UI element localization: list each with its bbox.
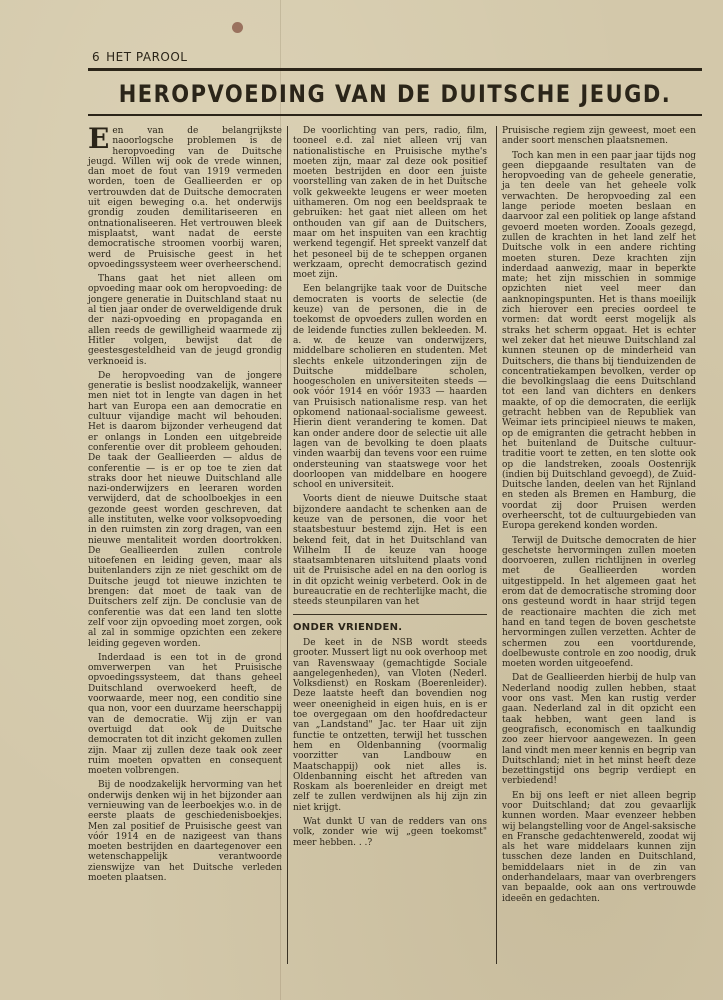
paragraph: En bij ons leeft er niet alleen begrip voor Duitschland; dat zou gevaarlijk kunnen worden. Maar evenzeer hebben wij belangstelling voor de Angel-saksische en Fransche gedachtenwereld, zoodat wij als het ware middelaars kunnen zijn tusschen deze landen en Duitschland, bemiddelaars niet in de zin van onderhandelaars, maar van overbrengers van bepaalde, ook aan ons vertrouwde ideeën en gedachten. bbox=[502, 790, 696, 904]
paragraph: Thans gaat het niet alleen om opvoeding maar ook om heropvoeding: de jongere generatie in Duitschland staat nu al tien jaar onder de overweldigende druk der nazi-opvoeding en propaganda en allen reeds de gewilligheid waarmede zij Hitler volgen, bewijst dat de geestesgesteldheid van de jeugd grondig verknoeid is. bbox=[88, 274, 282, 367]
paragraph: De heropvoeding van de jongere generatie is beslist noodzakelijk, wanneer men niet tot in lengte van dagen in het hart van Europa een aan democratie en cultuur vijandige macht wil behouden. Het is daarom bijzonder verheugend dat er onlangs in Londen een uitgebreide conferentie over dit probleem gehouden. De taak der Geallieerden — aldus de conferentie — is er op toe te zien dat straks door het nieuwe Duitschland alle nazi-onderwijzers en leeraren worden verwijderd, dat de schoolboekjes in een gezonde geest worden geschreven, dat alle instituten, welke voor volksopvoeding in den ruimsten zin zorg dragen, van een nieuwe mentaliteit worden doortrokken. De Geallieerden zullen controle uitoefenen en leiding geven, maar als buitenlanders zijn ze niet geschikt om de Duitsche jeugd tot nieuwe inzichten te brengen: dat moet de taak van de Duitschers zelf zijn. De conclusie van de conferentie was dat een land ten slotte zelf voor zijn opvoeding moet zorgen, ook al zal in sommige opzichten een zekere leiding gegeven worden. bbox=[88, 370, 282, 649]
paragraph: Bij de noodzakelijk hervorming van het onderwijs denken wij in het bijzonder aan vernieuwing van de leerboekjes w.o. in de eerste plaats de geschiedenisboekjes. Men zal positief de Pruisische geest van vóór 1914 en de nazigeest van thans moeten bestrijden en daartegenover een wetenschappelijk verantwoorde zienswijze van het Duitsche verleden moeten plaatsen. bbox=[88, 780, 282, 884]
paragraph: Pruisische regiem zijn geweest, moet een ander soort menschen plaatsnemen. bbox=[502, 126, 696, 147]
column-3 bbox=[502, 126, 696, 908]
paragraph: Voorts dient de nieuwe Duitsche staat bijzondere aandacht te schenken aan de keuze van de personen, die voor het staatsbestuur bestemd zijn. Het is een bekend feit, dat in het Duitschland van Wilhelm II de keuze van hooge staatsambtenaren uitsluitend plaats vond uit de Pruisische adel en na den oorlog is in dit opzicht weinig verbeterd. Ook in de bureaucratie en de rechterlijke macht, die steeds steunpilaren van het bbox=[293, 494, 487, 608]
paragraph-text: en van de belangrijkste naoorlogsche problemen is de heropvoeding van de Duitsche jeugd. Willen wij ook de vrede winnen, dan moet de fout van 1919 vermeden worden, toen de Geallieerden er op vertrouwden dat de Duitsche democraten uit eigen beweging o.a. het onderwijs grondig zouden demilitariseeren en ontnationaliseeren. Het vertrouwen bleek misplaatst, want nadat de eerste democratische stroomen voorbij waren, werd de Pruisische geest in het opvoedingssysteem weer overheerschend. bbox=[88, 126, 282, 270]
page-number: 6 bbox=[92, 50, 101, 64]
column-1 bbox=[88, 122, 282, 887]
paragraph: Terwijl de Duitsche democraten de hier geschetste hervormingen zullen moeten doorvoeren, zullen richtlijnen in overleg met de Geallieerden worden uitgestippeld. In het algemeen gaat het erom dat de democratische stroming door ons gesteund wordt in haar strijd tegen de reactionaire machten die zich met hand en tand tegen de boven geschetste hervormingen zullen verzetten. Achter de schermen zou een voortdurende, doelbewuste controle en zoo noodig, druk moeten worden uitgeoefend. bbox=[502, 535, 696, 670]
paragraph: Dat de Geallieerden hierbij de hulp van Nederland noodig zullen hebben, staat voor ons vast. Men kan rustig verder gaan. Nederland zal in dit opzicht een taak hebben, want geen land is geografisch, economisch en taalkundig zoo zeer hiervoor aangewezen. In geen land vindt men meer kennis en begrip van Duitschland; niet in het minst heeft deze bezettingstijd ons begrip verdiept en verbiedend! bbox=[502, 673, 696, 787]
paragraph: Toch kan men in een paar jaar tijds nog geen diepgaande resultaten van de heropvoeding van de geheele generatie, ja ten deele van het geheele volk verwachten. De heropvoeding zal een lange periode moeten beslaan en daarvoor zal een politiek op lange afstand gevoerd moeten worden. Zooals gezegd, zullen de krachten in het land zelf het Duitsche volk in een andere richting moeten sturen. Deze krachten zijn inderdaad aanwezig, maar in beperkte mate; het zijn misschien in sommige opzichten niet veel meer dan aanknopingspunten. Het is thans moeilijk zich hierover een precies oordeel te vormen: dat wordt eerst mogelijk als straks het scherm opgaat. Het is echter wel zeker dat het nieuwe Duitschland zal kunnen steunen op de minderheid van Duitschers, die thans bij tienduizenden de concentratiekampen bevolken, verder op die bevolkingslaag die eens Duitschland tot een land van dichters en denkers maakte, of op die democraten, die eerlijk getracht hebben van de Republiek van Weimar iets principieel nieuws te maken, op de emigranten die getracht hebben in het buitenland de Duitsche cultuur-traditie voort te zetten, en ten slotte ook op die landstreken, zooals Oostenrijk (indien bij Duitschland gevoegd), de Zuid-Duitsche landen, deelen van het Rijnland en steden als Bremen en Hamburg, die voordat zij door Pruisen werden overheerscht, tot de cultuurgebieden van Europa gerekend konden worden. bbox=[502, 150, 696, 532]
paper-name: HET PAROOL bbox=[106, 50, 188, 64]
paragraph: De keet in de NSB wordt steeds grooter. Mussert ligt nu ook overhoop met van Ravenswaay (gemachtigde Sociale aangelegenheden), van Vloten (Nederl. Volksdienst) en Roskam (Boerenleider). Deze laatste heeft dan bovendien nog weer oneenigheid in eigen huis, en is er toe overgegaan om den hoofdredacteur van „Landstand" Jac. ter Haar uit zijn functie te ontzetten, terwijl het tusschen hem en Oldenbanning (voormalig voorzitter van Landbouw en Maatschappij) ook niet alles is. Oldenbanning eischt het aftreden van Roskam als boerenleider en dreigt met zelf te zullen verdwijnen als hij zijn zin niet krijgt. bbox=[293, 637, 487, 813]
punch-hole bbox=[232, 22, 243, 33]
column-divider bbox=[287, 126, 288, 964]
column-2 bbox=[293, 126, 487, 852]
paragraph: De voorlichting van pers, radio, film, tooneel e.d. zal niet alleen vrij van nationalistische en Pruisische mythe's moeten zijn, maar zal deze ook positief moeten bestrijden en door een juiste voorstelling van zaken de in het Duitsche volk gekweekte leugens er weer moeten uithameren. Om nog een beeldspraak te gebruiken: het gaat niet alleen om het onthouden van gif aan de Duitschers, maar om het inspuiten van een krachtig werkend tegengif. Het spreekt vanzelf dat het pesoneel bij de te scheppen organen werkzaam, oprecht democratisch gezind moet zijn. bbox=[293, 126, 487, 281]
paragraph bbox=[88, 122, 282, 270]
paragraph: Een belangrijke taak voor de Duitsche democraten is voorts de selectie (de keuze) van de personen, die in de toekomst de opvoeders zullen worden en de leidende functies zullen bekleeden. M. a. w. de keuze van onderwijzers, middelbare scholieren en studenten. Met slechts enkele uitzonderingen zijn de Duitsche middelbare scholen, hoogescholen en universiteiten steeds — ook vóór 1914 en vóór 1933 — haarden van Pruisisch nationalisme resp. van het opkomend nationaal-socialisme geweest. Hierin dient verandering te komen. Dat kan onder andere door de selectie uit alle lagen van de bevolking te doen plaats vinden waarbij dan tevens voor een ruime ondersteuning van staatswege voor het doorloopen van middelbare en hoogere school en universiteit. bbox=[293, 284, 487, 491]
paragraph: Inderdaad is een tot in de grond omverwerpen van het Pruisische opvoedingssysteem, dat thans geheel Duitschland overwoekerd heeft, de voorwaarde, meer nog, een conditio sine qua non, voor een duurzame heerschappij van de democratie. Wij zijn er van overtuigd dat ook de Duitsche democraten tot dit inzicht gekomen zullen zijn. Maar zij zullen deze taak ook zeer ruim moeten opvatten en consequent moeten volbrengen. bbox=[88, 652, 282, 777]
paragraph: Wat dunkt U van de redders van ons volk, zonder wie wij „geen toekomst" meer hebben. . .? bbox=[293, 817, 487, 848]
header-rule bbox=[88, 68, 702, 71]
article-headline: HEROPVOEDING VAN DE DUITSCHE JEUGD. bbox=[118, 80, 672, 108]
section-title: ONDER VRIENDEN. bbox=[293, 621, 403, 633]
column-divider bbox=[496, 126, 497, 964]
section-divider bbox=[293, 614, 487, 615]
page-header bbox=[92, 50, 193, 64]
drop-cap: E bbox=[88, 122, 110, 155]
headline-rule bbox=[88, 114, 702, 116]
